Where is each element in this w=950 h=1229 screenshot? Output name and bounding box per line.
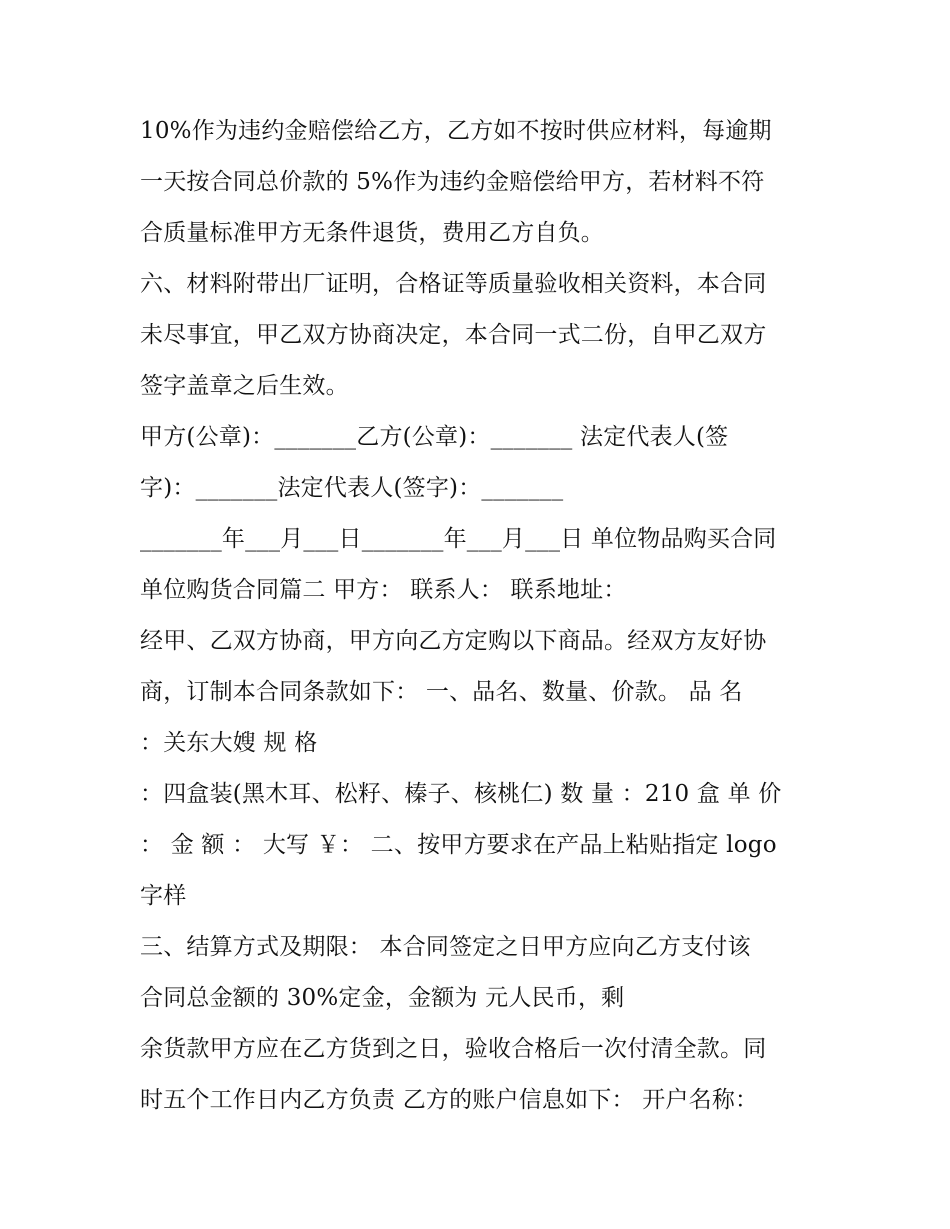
text-line: 单位购货合同篇二 甲方： 联系人： 联系地址： — [140, 577, 627, 603]
text-line: 字样 — [140, 883, 187, 909]
text-line: 时五个工作日内乙方负责 乙方的账户信息如下： 开户名称： — [140, 1087, 759, 1113]
text-line: 商，订制本合同条款如下： 一、品名、数量、价款。 品 名 — [140, 679, 743, 705]
text-line: 余货款甲方应在乙方货到之日，验收合格后一次付清全款。同 — [140, 1036, 767, 1062]
text-line: 六、材料附带出厂证明，合格证等质量验收相关资料，本合同 — [140, 271, 767, 297]
text-line: 10%作为违约金赔偿给乙方，乙方如不按时供应材料，每逾期 — [140, 118, 772, 144]
text-line: 甲方(公章)：_______乙方(公章)：_______ 法定代表人(签 — [140, 424, 729, 450]
text-line: 合同总金额的 30%定金，金额为 元人民币，剩 — [140, 985, 625, 1011]
text-line: 未尽事宜，甲乙双方协商决定，本合同一式二份，自甲乙双方 — [140, 322, 767, 348]
contract-text — [140, 106, 820, 1126]
text-line: 经甲、乙双方协商，甲方向乙方定购以下商品。经双方友好协 — [140, 628, 767, 654]
text-line: _______年___月___日_______年___月___日 单位物品购买合同 — [140, 526, 777, 552]
text-line: 三、结算方式及期限： 本合同签定之日甲方应向乙方支付该 — [140, 934, 751, 960]
text-line: 合质量标准甲方无条件退货，费用乙方自负。 — [140, 220, 604, 246]
text-line: 签字盖章之后生效。 — [140, 373, 349, 399]
text-line: ： 金 额 ： 大写 ￥： 二、按甲方要求在产品上粘贴指定 logo — [140, 832, 777, 858]
text-line: ：关东大嫂 规 格 — [140, 730, 318, 756]
text-line: ：四盒装(黑木耳、松籽、榛子、核桃仁) 数 量 ：210 盒 单 价 — [140, 781, 782, 807]
text-line: 一天按合同总价款的 5%作为违约金赔偿给甲方，若材料不符 — [140, 169, 765, 195]
text-line: 字)：_______法定代表人(签字)：_______ — [140, 475, 564, 501]
